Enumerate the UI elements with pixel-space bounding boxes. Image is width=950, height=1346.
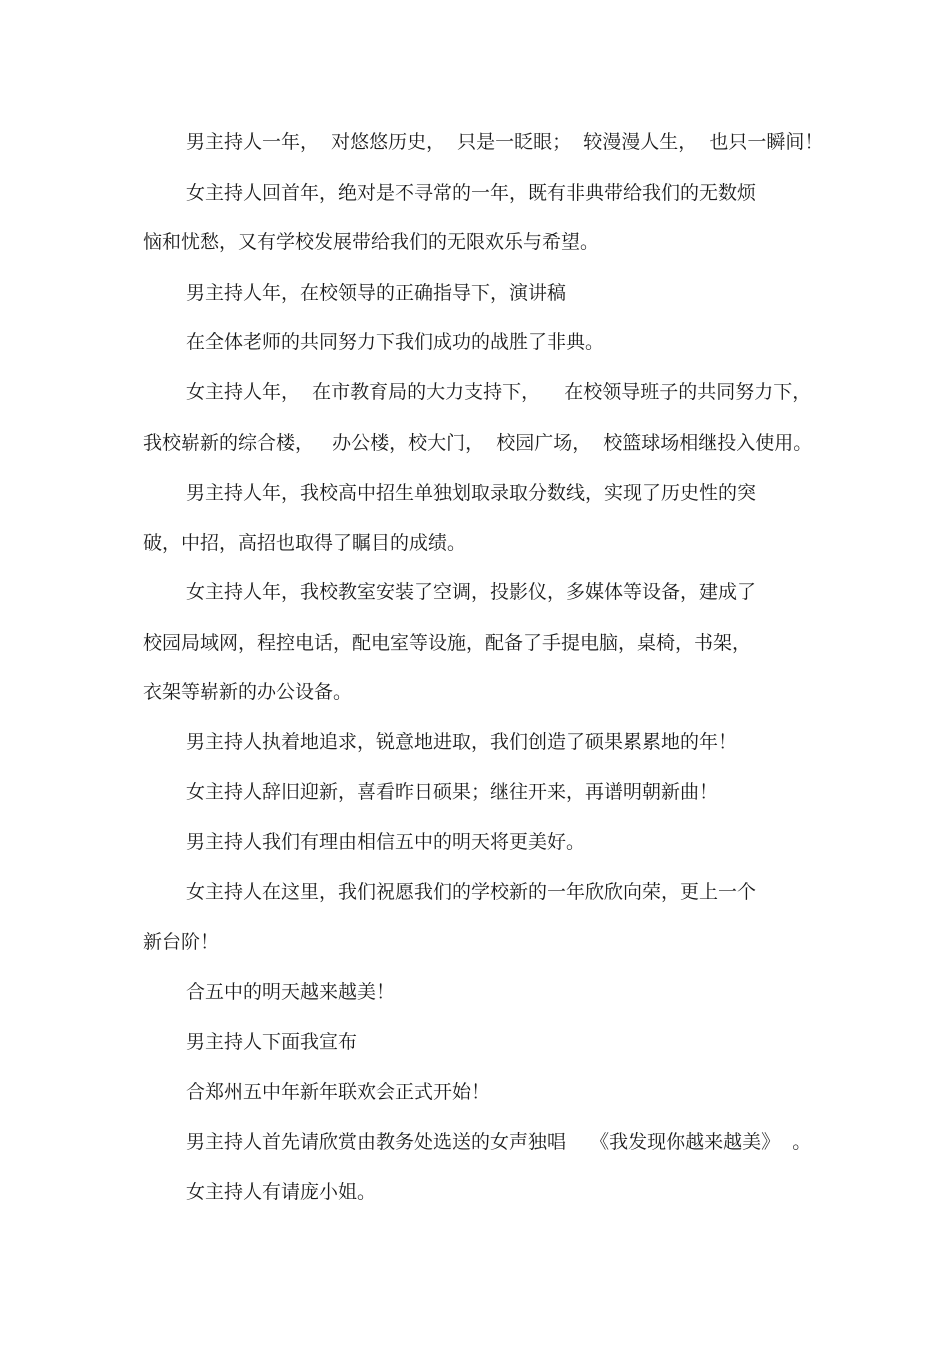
text-line: 新台阶！ [143, 931, 220, 953]
text-line: 校园局域网，程控电话，配电室等设施，配备了手提电脑，桌椅，书架， [143, 632, 752, 654]
text-line: 男主持人首先请欣赏由教务处选送的女声独唱 《我发现你越来越美》 。 [186, 1131, 812, 1153]
text-line: 破，中招，高招也取得了瞩目的成绩。 [143, 532, 467, 554]
text-line: 男主持人下面我宣布 [186, 1031, 358, 1053]
text-line: 女主持人年， 在市教育局的大力支持下， 在校领导班子的共同努力下， [186, 381, 812, 403]
text-line: 合五中的明天越来越美！ [186, 981, 396, 1003]
text-line: 恼和忧愁，又有学校发展带给我们的无限欢乐与希望。 [143, 231, 600, 253]
text-line: 女主持人辞旧迎新，喜看昨日硕果；继往开来，再谱明朝新曲！ [186, 781, 719, 803]
text-line: 男主持人执着地追求，锐意地进取，我们创造了硕果累累地的年！ [186, 731, 738, 753]
text-line: 男主持人一年， 对悠悠历史， 只是一眨眼； 较漫漫人生， 也只一瞬间！ [186, 131, 824, 153]
text-line: 合郑州五中年新年联欢会正式开始！ [186, 1081, 491, 1103]
text-line: 男主持人年，我校高中招生单独划取录取分数线，实现了历史性的突 [186, 482, 757, 504]
text-line: 女主持人有请庞小姐。 [186, 1181, 377, 1203]
text-line: 女主持人回首年，绝对是不寻常的一年，既有非典带给我们的无数烦 [186, 182, 757, 204]
text-line: 女主持人年，我校教室安装了空调，投影仪，多媒体等设备，建成了 [186, 581, 757, 603]
text-line: 男主持人我们有理由相信五中的明天将更美好。 [186, 831, 586, 853]
text-line: 在全体老师的共同努力下我们成功的战胜了非典。 [186, 331, 605, 353]
text-line: 我校崭新的综合楼， 办公楼，校大门， 校园广场， 校篮球场相继投入使用。 [143, 432, 813, 454]
text-line: 男主持人年，在校领导的正确指导下，演讲稿 [186, 282, 567, 304]
text-line: 衣架等崭新的办公设备。 [143, 681, 353, 703]
text-line: 女主持人在这里，我们祝愿我们的学校新的一年欣欣向荣，更上一个 [186, 881, 757, 903]
